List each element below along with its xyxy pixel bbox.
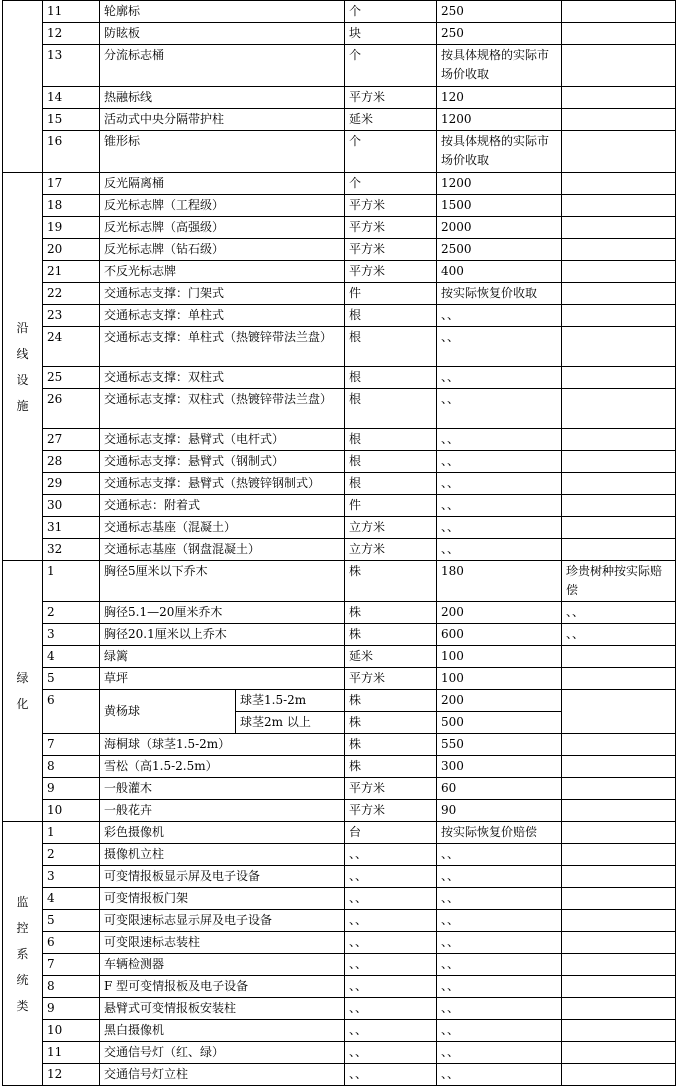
item-number: 9 (43, 778, 100, 800)
item-note (562, 217, 676, 239)
item-note (562, 778, 676, 800)
item-price: 1500 (437, 195, 562, 217)
item-unit: 件 (345, 495, 437, 517)
item-note (562, 1042, 676, 1064)
item-number: 13 (43, 45, 100, 87)
item-unit: 立方米 (345, 517, 437, 539)
item-number: 26 (43, 389, 100, 429)
item-unit: 根 (345, 473, 437, 495)
item-note (562, 866, 676, 888)
item-number: 21 (43, 261, 100, 283)
item-price: 90 (437, 800, 562, 822)
item-note (562, 756, 676, 778)
item-note (562, 429, 676, 451)
item-number: 3 (43, 866, 100, 888)
item-name: 交通标志支撑：门架式 (100, 283, 345, 305)
table-row (3, 87, 676, 109)
item-number: 2 (43, 602, 100, 624)
item-number: 7 (43, 734, 100, 756)
category-char: 线 (16, 346, 29, 361)
item-note (562, 495, 676, 517)
item-unit: 平方米 (345, 195, 437, 217)
item-note (562, 195, 676, 217)
item-unit: 、、 (345, 910, 437, 932)
item-number: 25 (43, 367, 100, 389)
item-price: 100 (437, 668, 562, 690)
item-unit: 平方米 (345, 87, 437, 109)
item-name: 交通标志：附着式 (100, 495, 345, 517)
item-note (562, 23, 676, 45)
table-row (3, 866, 676, 888)
item-number: 1 (43, 561, 100, 602)
item-note (562, 932, 676, 954)
item-unit: 、、 (345, 976, 437, 998)
item-number: 3 (43, 624, 100, 646)
category-char: 沿 (16, 320, 29, 335)
item-name: 黑白摄像机 (100, 1020, 345, 1042)
item-price: 、、 (437, 517, 562, 539)
item-number: 17 (43, 173, 100, 195)
item-number: 31 (43, 517, 100, 539)
item-name: 胸径5厘米以下乔木 (100, 561, 345, 602)
table-row (3, 734, 676, 756)
item-price: 、、 (437, 473, 562, 495)
item-name: 锥形标 (100, 131, 345, 173)
item-number: 19 (43, 217, 100, 239)
item-note (562, 283, 676, 305)
item-name: 交通标志基座（混凝土） (100, 517, 345, 539)
table-row (3, 954, 676, 976)
item-name: 可变限速标志装柱 (100, 932, 345, 954)
table-row (3, 131, 676, 173)
table-row (3, 998, 676, 1020)
item-price: 100 (437, 646, 562, 668)
item-note (562, 690, 676, 734)
item-note (562, 976, 676, 998)
item-price: 、、 (437, 998, 562, 1020)
item-number: 6 (43, 932, 100, 954)
table-row (3, 602, 676, 624)
item-name: 交通信号灯立柱 (100, 1064, 345, 1086)
item-name: 摄像机立柱 (100, 844, 345, 866)
category-char: 控 (16, 920, 29, 935)
item-spec: 球茎1.5-2m (236, 690, 345, 712)
item-note (562, 734, 676, 756)
category-char: 统 (16, 972, 29, 987)
category-char: 系 (16, 946, 29, 961)
table-row (3, 910, 676, 932)
item-unit: 、、 (345, 998, 437, 1020)
item-number: 6 (43, 690, 100, 734)
item-unit: 立方米 (345, 539, 437, 561)
item-price: 、、 (437, 1042, 562, 1064)
item-name: 可变情报板显示屏及电子设备 (100, 866, 345, 888)
item-number: 29 (43, 473, 100, 495)
item-price: 2000 (437, 217, 562, 239)
item-name: 胸径5.1—20厘米乔木 (100, 602, 345, 624)
item-price: 400 (437, 261, 562, 283)
item-note (562, 844, 676, 866)
item-note (562, 305, 676, 327)
item-price: 250 (437, 23, 562, 45)
table-row (3, 668, 676, 690)
item-name: 草坪 (100, 668, 345, 690)
item-note (562, 517, 676, 539)
item-name: 分流标志桶 (100, 45, 345, 87)
item-unit: 延米 (345, 646, 437, 668)
item-number: 20 (43, 239, 100, 261)
item-price: 、、 (437, 539, 562, 561)
item-price: 按具体规格的实际市场价收取 (437, 45, 562, 87)
item-number: 4 (43, 646, 100, 668)
item-note (562, 1064, 676, 1086)
compensation-price-table (2, 0, 676, 1086)
item-note (562, 473, 676, 495)
item-unit: 、、 (345, 1020, 437, 1042)
item-note (562, 954, 676, 976)
item-number: 4 (43, 888, 100, 910)
item-note (562, 668, 676, 690)
item-price: 按具体规格的实际市场价收取 (437, 131, 562, 173)
item-unit: 平方米 (345, 239, 437, 261)
item-unit: 、、 (345, 1064, 437, 1086)
table-row (3, 800, 676, 822)
item-name: 交通标志支撑：双柱式（热镀锌带法兰盘） (100, 389, 345, 429)
item-number: 18 (43, 195, 100, 217)
item-name: 交通标志支撑：悬臂式（钢制式） (100, 451, 345, 473)
table-row (3, 389, 676, 429)
item-unit: 个 (345, 45, 437, 87)
item-name: 可变情报板门架 (100, 888, 345, 910)
item-number: 10 (43, 800, 100, 822)
category-cell (3, 173, 43, 561)
table-row (3, 1042, 676, 1064)
item-number: 2 (43, 844, 100, 866)
item-price: 按实际恢复价收取 (437, 283, 562, 305)
table-row (3, 429, 676, 451)
table-row (3, 1064, 676, 1086)
item-unit: 根 (345, 451, 437, 473)
item-price: 、、 (437, 327, 562, 367)
table-row (3, 173, 676, 195)
item-name: 交通标志基座（钢盘混凝土） (100, 539, 345, 561)
table-row (3, 624, 676, 646)
table-row (3, 327, 676, 367)
item-note (562, 822, 676, 844)
item-price: 600 (437, 624, 562, 646)
item-unit: 个 (345, 131, 437, 173)
category-char: 设 (16, 372, 29, 387)
item-name: 可变限速标志显示屏及电子设备 (100, 910, 345, 932)
table-row (3, 888, 676, 910)
item-note (562, 1020, 676, 1042)
item-unit: 株 (345, 756, 437, 778)
item-unit: 、、 (345, 888, 437, 910)
item-note (562, 389, 676, 429)
table-body (3, 1, 676, 1086)
item-number: 28 (43, 451, 100, 473)
item-note (562, 539, 676, 561)
item-price: 、、 (437, 495, 562, 517)
item-unit: 株 (345, 561, 437, 602)
table-row (3, 239, 676, 261)
item-price: 、、 (437, 910, 562, 932)
item-name: 交通标志支撑：双柱式 (100, 367, 345, 389)
item-name: 轮廓标 (100, 1, 345, 23)
table-row (3, 561, 676, 602)
item-price: 、、 (437, 305, 562, 327)
item-note (562, 109, 676, 131)
item-number: 8 (43, 976, 100, 998)
category-char: 化 (16, 697, 29, 711)
table-row (3, 844, 676, 866)
item-number: 32 (43, 539, 100, 561)
item-price: 、、 (437, 888, 562, 910)
item-price: 250 (437, 1, 562, 23)
item-note: 、、 (562, 602, 676, 624)
item-number: 30 (43, 495, 100, 517)
table-row (3, 778, 676, 800)
table-row (3, 517, 676, 539)
item-unit: 台 (345, 822, 437, 844)
category-cell (3, 1, 43, 173)
item-note (562, 910, 676, 932)
item-number: 22 (43, 283, 100, 305)
item-number: 12 (43, 23, 100, 45)
item-spec: 球茎2m 以上 (236, 712, 345, 734)
table-row (3, 305, 676, 327)
table-row (3, 261, 676, 283)
item-unit: 平方米 (345, 668, 437, 690)
item-number: 1 (43, 822, 100, 844)
item-price: 、、 (437, 976, 562, 998)
item-price: 120 (437, 87, 562, 109)
table-row (3, 195, 676, 217)
item-number: 15 (43, 109, 100, 131)
table-row (3, 495, 676, 517)
table-row (3, 1, 676, 23)
item-price: 60 (437, 778, 562, 800)
item-unit: 根 (345, 389, 437, 429)
item-name: 绿篱 (100, 646, 345, 668)
item-price: 1200 (437, 173, 562, 195)
table-row (3, 756, 676, 778)
table-row (3, 451, 676, 473)
item-price: 300 (437, 756, 562, 778)
table-row (3, 367, 676, 389)
item-unit: 平方米 (345, 778, 437, 800)
item-note (562, 998, 676, 1020)
item-unit: 平方米 (345, 800, 437, 822)
table-row (3, 539, 676, 561)
item-price: 200 (437, 690, 562, 712)
item-name: 胸径20.1厘米以上乔木 (100, 624, 345, 646)
category-char: 施 (16, 398, 29, 413)
item-price: 、、 (437, 429, 562, 451)
table-row (3, 646, 676, 668)
item-number: 7 (43, 954, 100, 976)
item-price: 、、 (437, 954, 562, 976)
item-unit: 、、 (345, 866, 437, 888)
item-name: 交通标志支撑：单柱式 (100, 305, 345, 327)
item-name: 交通标志支撑：悬臂式（热镀锌钢制式） (100, 473, 345, 495)
table-row (3, 976, 676, 998)
item-note (562, 367, 676, 389)
category-char: 类 (16, 998, 29, 1013)
item-unit: 、、 (345, 932, 437, 954)
item-name: 反光标志牌（工程级） (100, 195, 345, 217)
item-name: 反光标志牌（高强级） (100, 217, 345, 239)
category-cell (3, 822, 43, 1086)
item-price: 按实际恢复价赔偿 (437, 822, 562, 844)
item-note (562, 327, 676, 367)
item-name: 雪松（高1.5-2.5m） (100, 756, 345, 778)
item-unit: 株 (345, 602, 437, 624)
item-number: 8 (43, 756, 100, 778)
item-note (562, 45, 676, 87)
item-unit: 平方米 (345, 261, 437, 283)
item-price: 、、 (437, 1020, 562, 1042)
item-number: 11 (43, 1, 100, 23)
table-row (3, 690, 676, 712)
item-price: 500 (437, 712, 562, 734)
item-price: 180 (437, 561, 562, 602)
category-cell (3, 561, 43, 822)
table-row (3, 822, 676, 844)
item-note (562, 451, 676, 473)
item-number: 23 (43, 305, 100, 327)
table-row (3, 45, 676, 87)
item-unit: 株 (345, 712, 437, 734)
item-note (562, 173, 676, 195)
item-price: 、、 (437, 1064, 562, 1086)
item-unit: 株 (345, 624, 437, 646)
item-unit: 块 (345, 23, 437, 45)
item-number: 5 (43, 668, 100, 690)
table-row (3, 283, 676, 305)
item-note (562, 131, 676, 173)
item-unit: 根 (345, 367, 437, 389)
item-price: 1200 (437, 109, 562, 131)
table-row (3, 109, 676, 131)
item-name: 不反光标志牌 (100, 261, 345, 283)
table-row (3, 217, 676, 239)
item-unit: 、、 (345, 844, 437, 866)
item-number: 5 (43, 910, 100, 932)
item-name: 热融标线 (100, 87, 345, 109)
category-char: 绿 (16, 671, 29, 685)
item-price: 、、 (437, 389, 562, 429)
item-unit: 株 (345, 734, 437, 756)
table-row (3, 23, 676, 45)
item-name: 黄杨球 (100, 690, 236, 734)
item-note (562, 87, 676, 109)
item-unit: 件 (345, 283, 437, 305)
item-number: 16 (43, 131, 100, 173)
item-name: 活动式中央分隔带护柱 (100, 109, 345, 131)
item-name: 反光标志牌（钻石级） (100, 239, 345, 261)
item-number: 9 (43, 998, 100, 1020)
item-name: 海桐球（球茎1.5-2m） (100, 734, 345, 756)
item-price: 、、 (437, 866, 562, 888)
item-note (562, 239, 676, 261)
item-name: 反光隔离桶 (100, 173, 345, 195)
item-name: 车辆检测器 (100, 954, 345, 976)
table-row (3, 932, 676, 954)
item-name: 一般灌木 (100, 778, 345, 800)
item-unit: 、、 (345, 1042, 437, 1064)
item-price: 、、 (437, 451, 562, 473)
item-name: 彩色摄像机 (100, 822, 345, 844)
item-unit: 根 (345, 327, 437, 367)
item-number: 12 (43, 1064, 100, 1086)
item-note (562, 1, 676, 23)
item-note (562, 646, 676, 668)
item-note (562, 800, 676, 822)
table-row (3, 473, 676, 495)
item-note (562, 261, 676, 283)
item-price: 、、 (437, 932, 562, 954)
item-unit: 根 (345, 305, 437, 327)
item-unit: 根 (345, 429, 437, 451)
item-number: 27 (43, 429, 100, 451)
item-unit: 个 (345, 173, 437, 195)
item-price: 、、 (437, 367, 562, 389)
item-number: 11 (43, 1042, 100, 1064)
item-unit: 延米 (345, 109, 437, 131)
item-name: 交通信号灯（红、绿） (100, 1042, 345, 1064)
item-price: 200 (437, 602, 562, 624)
item-note (562, 888, 676, 910)
item-name: 交通标志支撑：单柱式（热镀锌带法兰盘） (100, 327, 345, 367)
item-price: 、、 (437, 844, 562, 866)
item-price: 550 (437, 734, 562, 756)
item-number: 14 (43, 87, 100, 109)
item-unit: 个 (345, 1, 437, 23)
item-name: 一般花卉 (100, 800, 345, 822)
item-name: 防眩板 (100, 23, 345, 45)
item-number: 10 (43, 1020, 100, 1042)
table-row (3, 1020, 676, 1042)
item-note: 珍贵树种按实际赔偿 (562, 561, 676, 602)
item-price: 2500 (437, 239, 562, 261)
item-name: 交通标志支撑：悬臂式（电杆式） (100, 429, 345, 451)
item-unit: 株 (345, 690, 437, 712)
category-char: 监 (16, 894, 29, 909)
item-unit: 平方米 (345, 217, 437, 239)
item-name: 悬臂式可变情报板安装柱 (100, 998, 345, 1020)
item-note: 、、 (562, 624, 676, 646)
item-unit: 、、 (345, 954, 437, 976)
item-name: F 型可变情报板及电子设备 (100, 976, 345, 998)
item-number: 24 (43, 327, 100, 367)
